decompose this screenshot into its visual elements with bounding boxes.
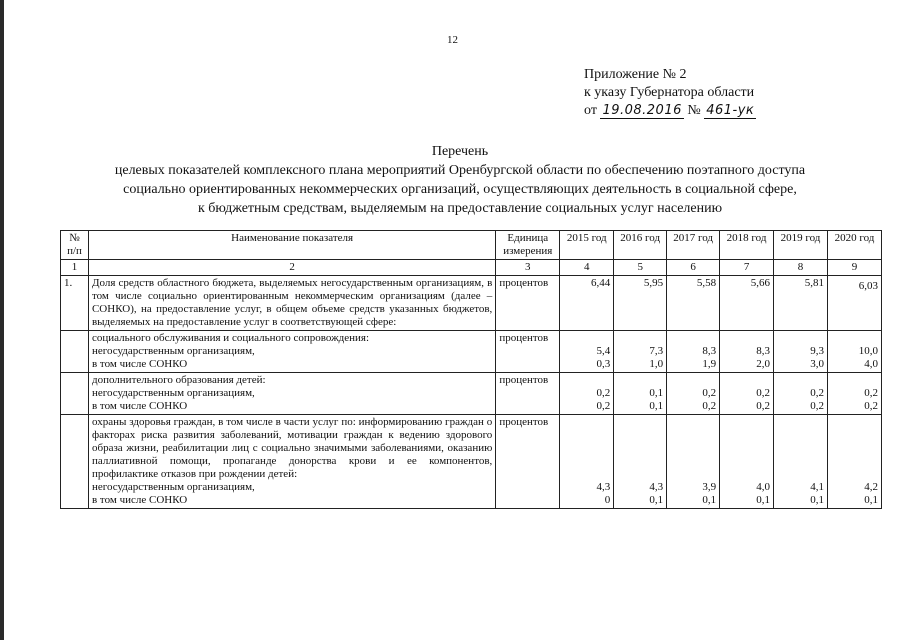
value-cell: 5,4 0,3 bbox=[560, 331, 614, 373]
table-row bbox=[61, 373, 882, 415]
value-cell: 10,0 4,0 bbox=[827, 331, 881, 373]
value-cell: 4,1 0,1 bbox=[774, 415, 828, 509]
value-cell: 4,0 0,1 bbox=[720, 415, 774, 509]
handwritten-date: 19.08.2016 bbox=[602, 103, 682, 118]
col-number: 8 bbox=[774, 260, 828, 276]
indicator-name bbox=[88, 415, 495, 509]
value-cell: 5,95 bbox=[614, 276, 667, 331]
indicator-name: Доля средств областного бюджета, выделяемых негосударственным организациям, в том числе социально ориентированным некоммерческим организациям (далее – СОНКО), на предоставление услуг, в общем объеме средств указанных бюджетов, выделяемых на предоставление услуг в соответствующей сфере: bbox=[88, 276, 495, 331]
header-year: 2015 год bbox=[560, 231, 614, 260]
col-number: 1 bbox=[61, 260, 89, 276]
indicator-title: охраны здоровья граждан, в том числе в части услуг по: информированию граждан о факторах риска развития заболеваний, мотивации граждан к ведению здорового образа жизни, реабилитации лиц с социально значимыми заболеваниями, оказанию паллиативной помощи, пропаганде донорства крови и ее компонентов, профилактике отказов при рождении детей: bbox=[91, 416, 493, 480]
col-number: 5 bbox=[614, 260, 667, 276]
value-cell: 8,3 2,0 bbox=[720, 331, 774, 373]
indicator-name bbox=[88, 373, 495, 415]
value-cell: 0,2 0,2 bbox=[774, 373, 828, 415]
indicator-sub-ngo: негосударственным организациям, bbox=[91, 481, 255, 493]
table-row bbox=[61, 276, 882, 331]
value-cell: 9,3 3,0 bbox=[774, 331, 828, 373]
header-year: 2017 год bbox=[667, 231, 720, 260]
col-number: 6 bbox=[667, 260, 720, 276]
appendix-reference: к указу Губернатора области bbox=[584, 85, 755, 100]
indicator-unit: процентов bbox=[496, 415, 560, 509]
appendix-title: Приложение № 2 bbox=[584, 67, 687, 82]
indicator-sub-sonko: в том числе СОНКО bbox=[91, 494, 188, 506]
title-line-1: Перечень bbox=[431, 144, 489, 159]
indicator-sub-sonko: в том числе СОНКО bbox=[91, 400, 188, 412]
value-cell: 4,3 0,1 bbox=[614, 415, 667, 509]
indicator-sub-ngo: негосударственным организациям, bbox=[91, 345, 255, 357]
document-title bbox=[60, 142, 860, 218]
title-line-4: к бюджетным средствам, выделяемым на предоставление социальных услуг населению bbox=[197, 201, 723, 216]
handwritten-number: 461-ук bbox=[706, 103, 755, 118]
value-cell: 6,03 bbox=[827, 276, 881, 331]
value-cell: 6,44 bbox=[560, 276, 614, 331]
header-year: 2018 год bbox=[720, 231, 774, 260]
value-cell: 0,2 0,2 bbox=[720, 373, 774, 415]
value-cell: 8,3 1,9 bbox=[667, 331, 720, 373]
indicator-sub-sonko: в том числе СОНКО bbox=[91, 358, 188, 370]
col-number: 7 bbox=[720, 260, 774, 276]
scan-edge bbox=[0, 0, 4, 640]
table-row bbox=[61, 331, 882, 373]
row-number: 1. bbox=[61, 276, 89, 331]
number-prefix: № bbox=[687, 103, 701, 118]
header-name: Наименование показателя bbox=[88, 231, 495, 260]
col-number: 9 bbox=[827, 260, 881, 276]
value-cell: 5,81 bbox=[774, 276, 828, 331]
header-row bbox=[61, 231, 882, 260]
value-cell: 5,66 bbox=[720, 276, 774, 331]
col-number: 2 bbox=[88, 260, 495, 276]
indicator-sub-ngo: негосударственным организациям, bbox=[91, 387, 255, 399]
value-cell: 7,3 1,0 bbox=[614, 331, 667, 373]
appendix-date-line bbox=[584, 102, 756, 120]
header-no: № п/п bbox=[61, 231, 89, 260]
row-number bbox=[61, 373, 89, 415]
value-cell: 0,2 0,2 bbox=[667, 373, 720, 415]
value-cell: 0,2 0,2 bbox=[827, 373, 881, 415]
value-cell: 0,1 0,1 bbox=[614, 373, 667, 415]
indicator-unit: процентов bbox=[496, 373, 560, 415]
indicator-unit: процентов bbox=[496, 276, 560, 331]
indicators-table bbox=[60, 230, 882, 509]
header-year: 2016 год bbox=[614, 231, 667, 260]
title-line-2: целевых показателей комплексного плана мероприятий Оренбургской области по обеспечению поэтапного доступа bbox=[114, 163, 806, 178]
appendix-block bbox=[584, 66, 756, 120]
value-cell: 4,3 0 bbox=[560, 415, 614, 509]
row-number bbox=[61, 331, 89, 373]
indicator-unit: процентов bbox=[496, 331, 560, 373]
column-number-row bbox=[61, 260, 882, 276]
indicator-title: дополнительного образования детей: bbox=[91, 374, 266, 386]
indicator-title: социального обслуживания и социального сопровождения: bbox=[91, 332, 370, 344]
title-line-3: социально ориентированных некоммерческих организаций, осуществляющих деятельность в социальной сфере, bbox=[123, 182, 797, 197]
page-number: 12 bbox=[447, 34, 458, 46]
header-year: 2019 год bbox=[774, 231, 828, 260]
indicator-name bbox=[88, 331, 495, 373]
table-row bbox=[61, 415, 882, 509]
row-number bbox=[61, 415, 89, 509]
col-number: 3 bbox=[496, 260, 560, 276]
value-cell: 3,9 0,1 bbox=[667, 415, 720, 509]
header-year: 2020 год bbox=[827, 231, 881, 260]
header-unit: Единица измерения bbox=[496, 231, 560, 260]
col-number: 4 bbox=[560, 260, 614, 276]
value-cell: 5,58 bbox=[667, 276, 720, 331]
value-cell: 0,2 0,2 bbox=[560, 373, 614, 415]
value-cell: 4,2 0,1 bbox=[827, 415, 881, 509]
date-prefix: от bbox=[584, 103, 597, 118]
